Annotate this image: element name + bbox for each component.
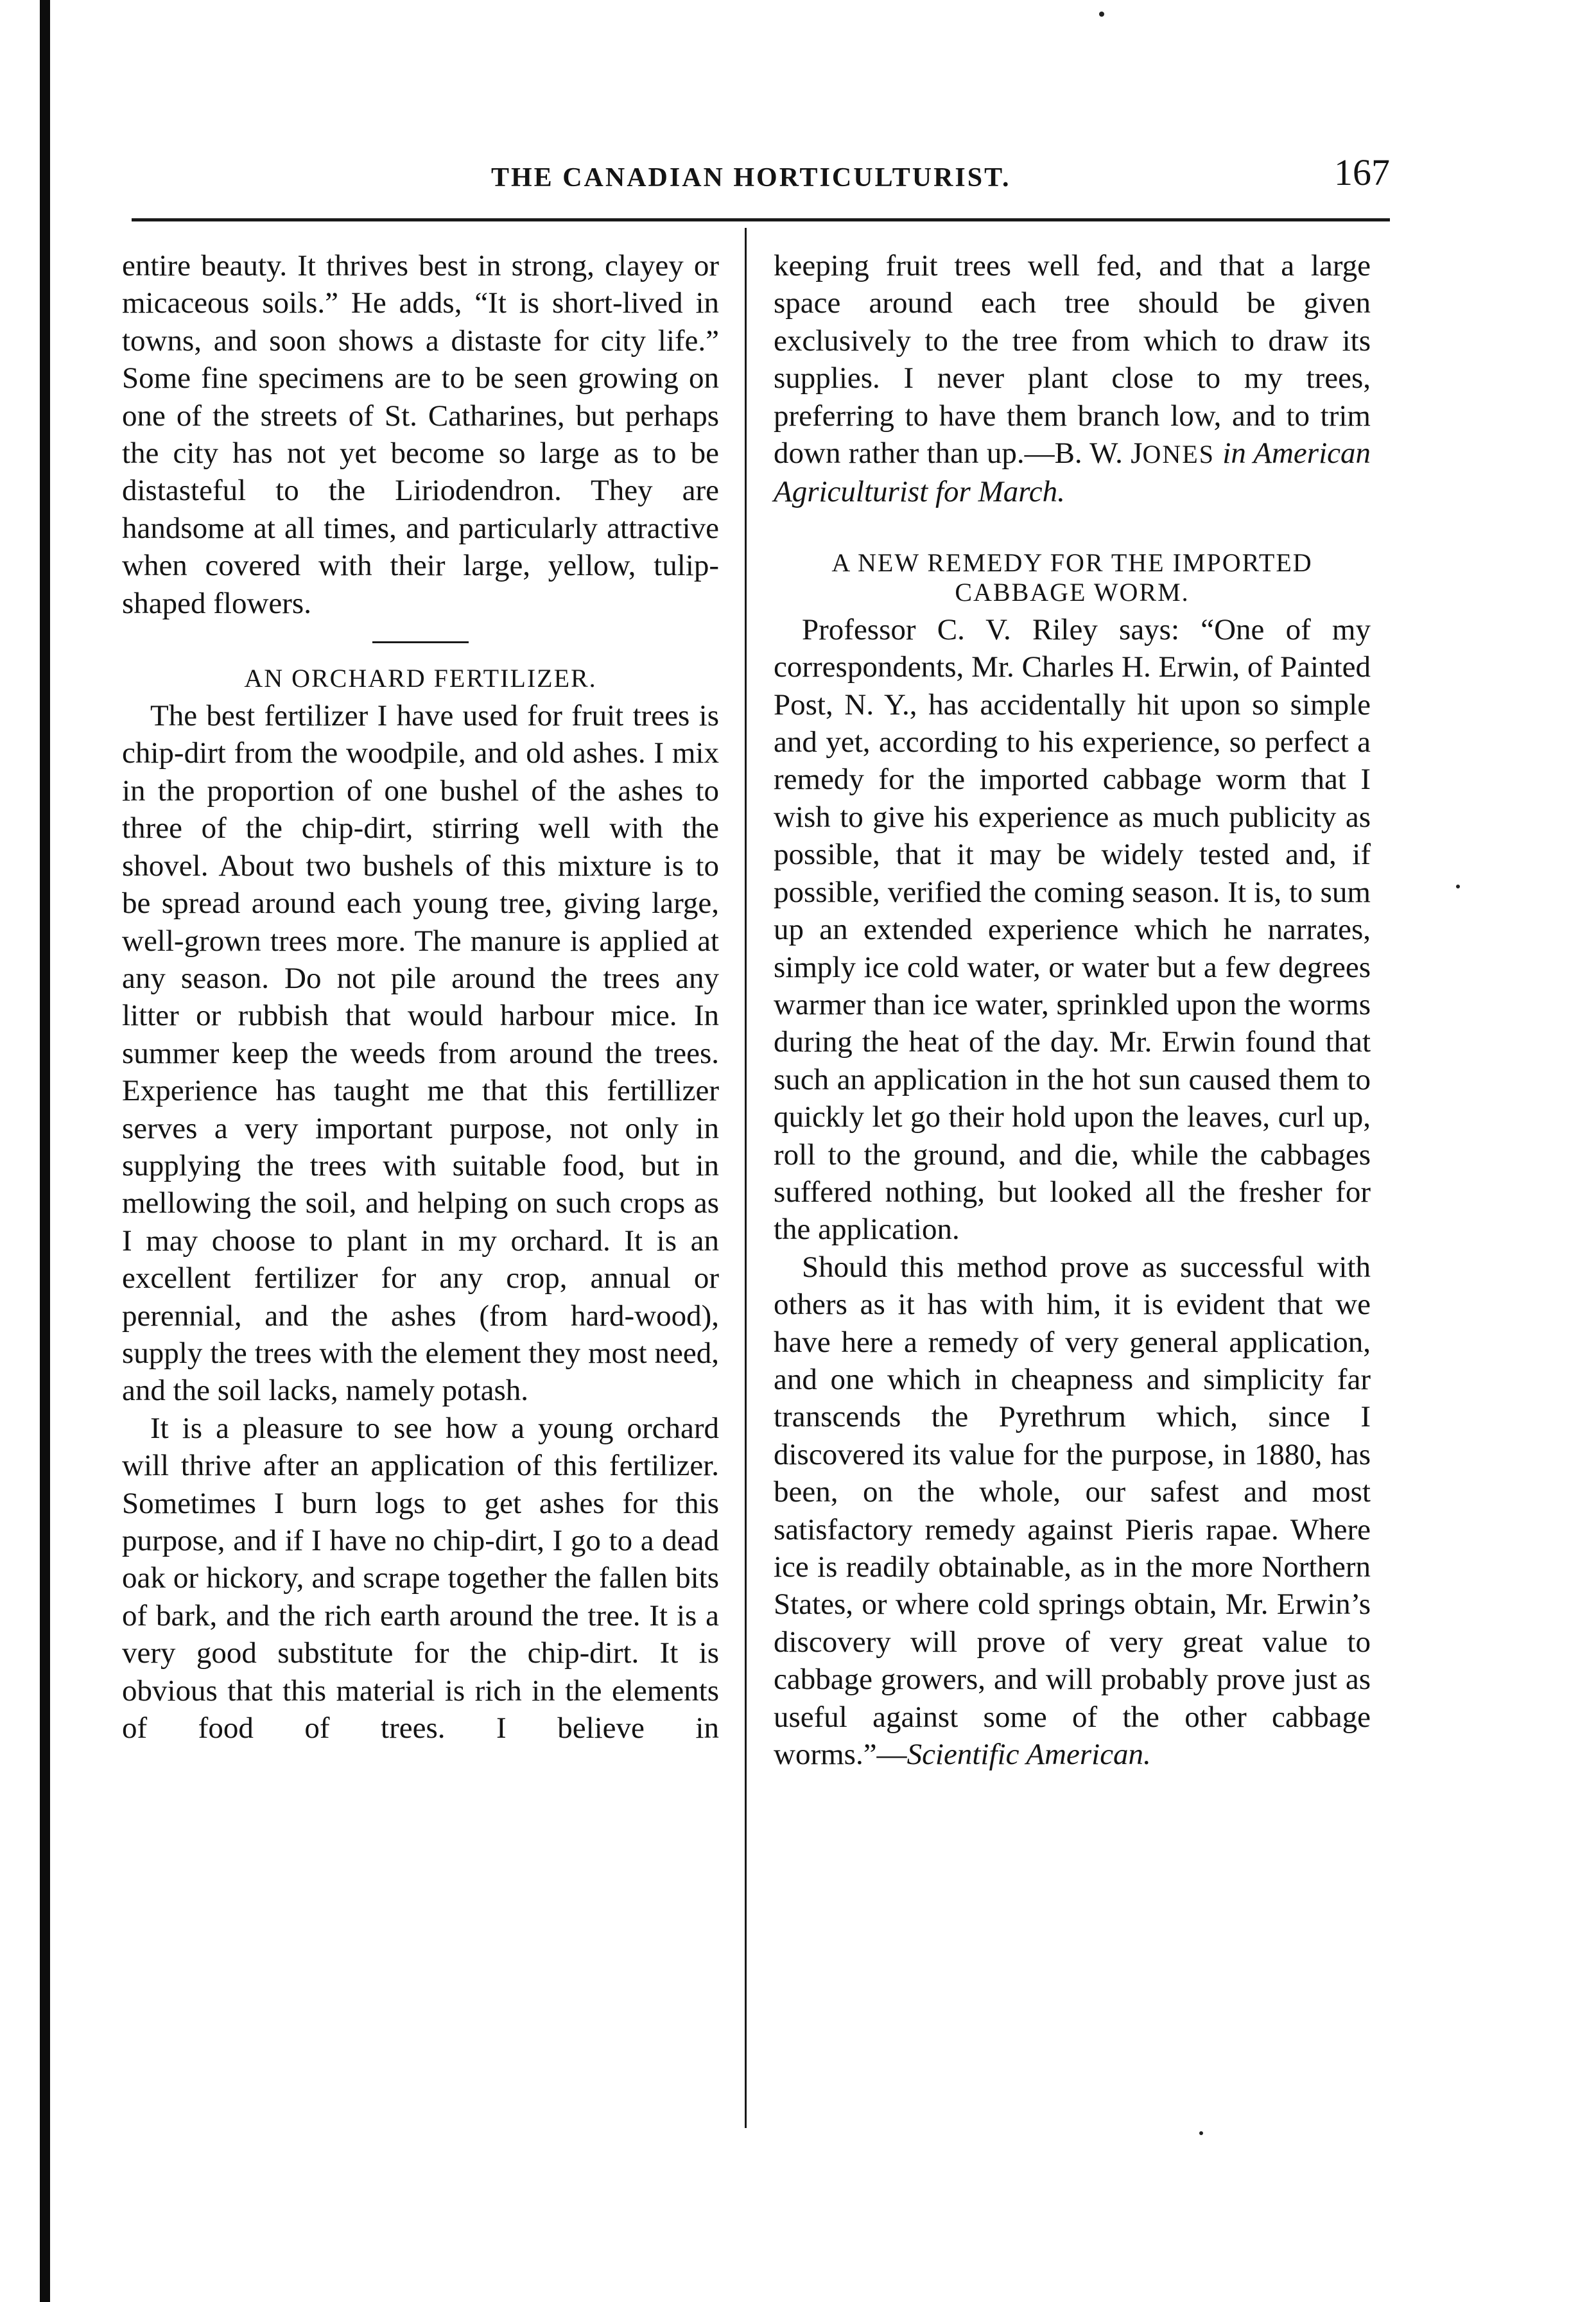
page-number: 167: [1334, 151, 1390, 193]
scan-speck: [1099, 12, 1104, 17]
binding-edge: [40, 0, 50, 2302]
right-column: [774, 247, 1371, 1773]
author-small-caps: ONES: [1142, 440, 1215, 469]
continued-text: keeping fruit trees well fed, and that a large space around each tree should be given exclusively to the tree from which to draw its supplies. I never plant close to my trees, preferring to have them branch low, and to trim down rather than up.—B. W. J: [774, 249, 1371, 471]
article-paragraph: The best fertilizer I have used for fruit trees is chip-dirt from the woodpile, and old ashes. I mix in the proportion of one bushel of the ashes to three of the chip-dirt, stirring well with the shovel. About two bushels of this mixture is to be spread around each young tree, giving large, well-grown trees more. The manure is applied at any season. Do not pile around the trees any litter or rubbish that would harbour mice. In summer keep the weeds from around the trees. Experience has taught me that this fertillizer serves a very important purpose, not only in supplying the trees with suitable food, but in mellowing the soil, and helping on such crops as I may choose to plant in my orchard. It is an excellent fertilizer for any crop, annual or perennial, and the ashes (from hard-wood), supply the trees with the element they most need, and the soil lacks, namely potash.: [122, 699, 719, 1408]
header-rule: [132, 218, 1390, 221]
source-citation: in American Agriculturist for March.: [774, 437, 1371, 509]
scan-speck: [1456, 885, 1460, 888]
column-rule: [745, 228, 747, 2128]
paragraph-text: Should this method prove as successful with others as it has with him, it is evident that we have here a remedy of very general application, and one which in cheapness and simplicity far transcends the Pyrethrum which, since I discovered its value for the purpose, in 1880, has been, on the whole, our safest and most satisfactory remedy against Pieris rapae. Where ice is readily obtainable, as in the more Northern States, or where cold springs obtain, Mr. Erwin’s discovery will prove of very great value to cabbage growers, and will probably prove just as useful against some of the other cabbage worms.”—: [774, 1250, 1371, 1772]
article-paragraph: Professor C. V. Riley says: “One of my correspondents, Mr. Charles H. Erwin, of Painted Post, N. Y., has accidentally hit upon so simple and yet, according to his experience, so perfect a remedy for the imported cabbage worm that I wish to give his experience as much publicity as possible, that it may be widely tested and, if possible, verified the coming season. It is, to sum up an extended experience which he narrates, simply ice cold water, or water but a few degrees warmer than ice water, sprinkled upon the worms during the heat of the day. Mr. Erwin found that such an application in the hot sun caused them to quickly let go their hold upon the leaves, curl up, roll to the ground, and die, while the cabbages suffered nothing, but looked all the fresher for the application.: [774, 612, 1371, 1247]
article-title: AN ORCHARD FERTILIZER.: [244, 664, 597, 693]
article-title-line: CABBAGE WORM.: [955, 577, 1190, 607]
article-paragraph: It is a pleasure to see how a young orchard will thrive after an application of this fertilizer. Sometimes I burn logs to get ashes for this purpose, and if I have no chip-dirt, I go to a dead oak or hickory, and scrape together the fallen bits of bark, and the rich earth around the tree. It is a very good substitute for the chip-dirt. It is obvious that this material is rich in the elements of food of trees. I believe in: [122, 1411, 719, 1745]
section-divider: [372, 641, 469, 643]
continued-paragraph: entire beauty. It thrives best in strong, clayey or micaceous soils.” He adds, “It is short-lived in towns, and soon shows a distaste for city life.” Some fine specimens are to be seen growing on one of the streets of St. Catharines, but perhaps the city has not yet become so large as to be distasteful to the Liriodendron. They are handsome at all times, and particularly attractive when covered with their large, yellow, tulip-shaped flowers.: [122, 249, 719, 620]
scan-speck: [1199, 2131, 1203, 2135]
left-column: [122, 247, 719, 1747]
source-citation: Scientific American.: [906, 1738, 1151, 1772]
running-title: THE CANADIAN HORTICULTURIST.: [491, 163, 1011, 193]
continued-paragraph: [774, 247, 1371, 511]
article-title-line: A NEW REMEDY FOR THE IMPORTED: [831, 548, 1313, 577]
page-header: [132, 144, 1390, 209]
article-paragraph: [774, 1249, 1371, 1774]
article-title: [774, 548, 1371, 607]
